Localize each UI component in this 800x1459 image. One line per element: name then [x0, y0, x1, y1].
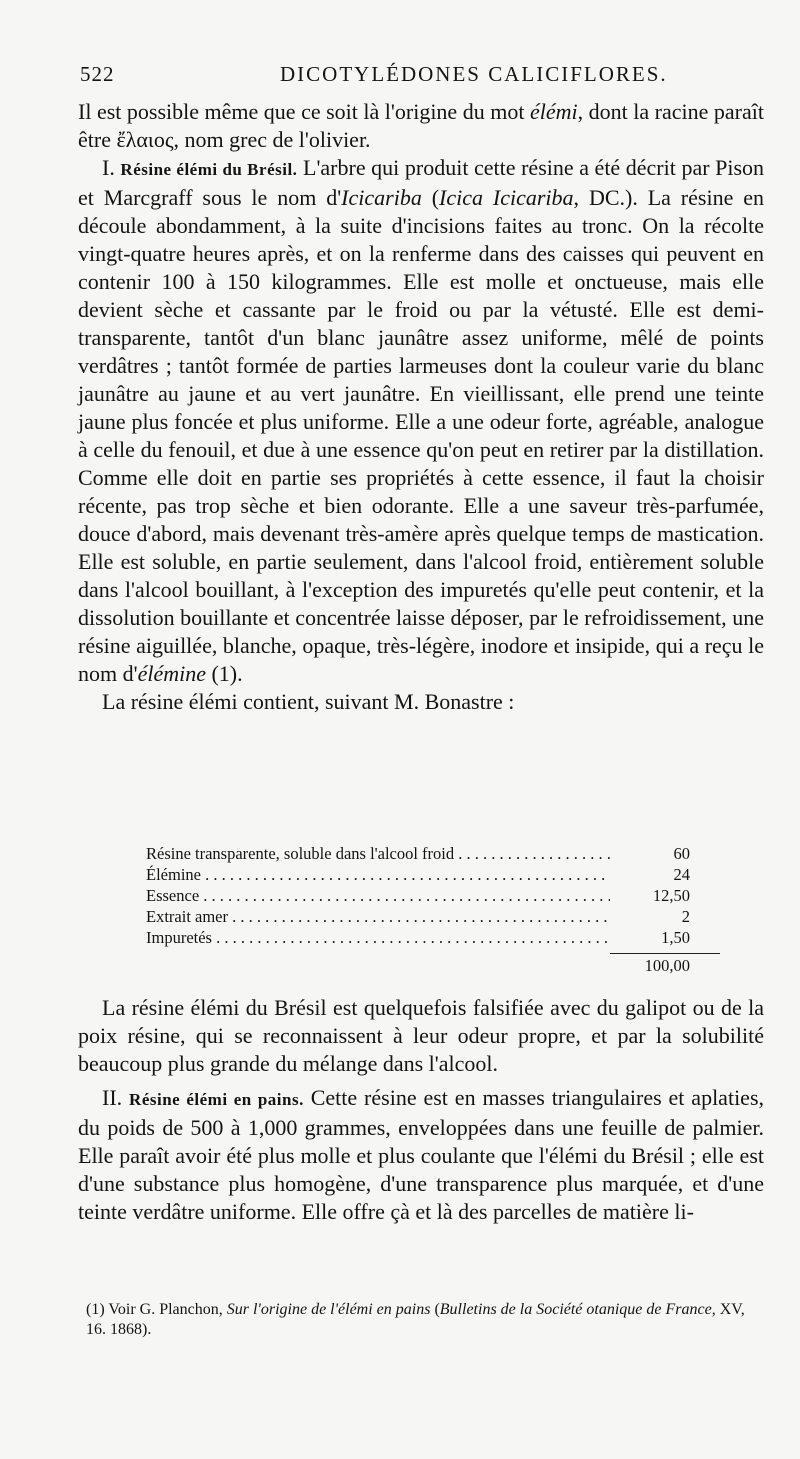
section-1-numeral: I.	[102, 155, 121, 180]
section-1-title: Résine élémi du Brésil.	[120, 160, 298, 179]
row-value: 1,50	[610, 927, 690, 948]
footnote-text: (	[430, 1301, 440, 1318]
row-label: Résine transparente, soluble dans l'alcool froid . . .	[146, 843, 621, 864]
table-row	[146, 864, 720, 885]
main-text	[78, 98, 764, 716]
composition-intro: La résine élémi contient, suivant M. Bonastre :	[102, 689, 515, 714]
section-1-text: L'arbre qui produit cette résine a été décrit par Pison et Marcgraff sous le nom d'	[78, 155, 765, 210]
footnote-italic: Sur l'origine de l'élémi en pains	[226, 1301, 431, 1318]
page-header	[80, 62, 760, 92]
falsification-paragraph: La résine élémi du Brésil est quelquefois falsifiée avec du galipot ou de la poix résine, qui se reconnaissent à leur odeur propre, et par la solubilité beaucoup plus grande du mélange dans l'alcool.	[78, 995, 764, 1076]
section-1-italic: Icica Icicariba	[439, 185, 574, 210]
table-total: 100,00	[644, 956, 690, 975]
section-2-numeral: II.	[102, 1085, 130, 1110]
table-row	[146, 927, 720, 948]
section-1-text: , DC.). La résine en découle abondamment, à la suite d'incisions faites au tronc. On la récolte vingt-quatre heures après, et on la renferme dans des caisses qui peuvent en contenir 100 à 150 kilogrammes. Elle est molle et onctueuse, mais elle devient sèche et cassante par le froid ou par la vétusté. Elle est demi-transparente, tantôt d'un blanc jaunâtre assez uniforme, mêlé de points verdâtres ; tantôt formée de parties larmeuses dont la couleur varie du blanc jaunâtre au jaune et au vert jaunâtre. En vieillissant, elle prend une teinte jaune plus foncée et plus uniforme. Elle a une odeur forte, agréable, analogue à celle du fenouil, et due à une essence qu'on peut en retirer par la distillation. Comme elle doit en partie ses propriétés à cette essence, il faut la choisir récente, pas trop sèche et bien odorante. Elle a une saveur très-parfumée, douce d'abord, mais devenant très-amère après quelque temps de mastication. Elle est soluble, en partie seulement, dans l'alcool froid, entièrement soluble dans l'alcool bouillant, à l'exception des impuretés qu'elle peut contenir, et la dissolution bouillante et concentrée laisse déposer, par le refroidissement, une résine aiguillée, blanche, opaque, très-légère, inodore et insipide, qui a reçu le nom d'	[78, 185, 764, 686]
table-row	[146, 885, 720, 906]
section-1-text: (	[421, 185, 440, 210]
section-2-text: Cette résine est en masses triangulaires et aplaties, du poids de 500 à 1,000 grammes, enveloppées dans une feuille de palmier. Elle paraît avoir été plus molle et plus coulante que l'élémi du Brésil ; elle est d'une substance plus homogène, d'une transparence plus marquée, et d'une teinte verdâtre uniforme. Elle offre çà et là des parcelles de matière li-	[78, 1085, 765, 1224]
row-value: 12,50	[610, 885, 690, 906]
row-label: Élémine . . .	[146, 864, 621, 885]
sum-rule	[610, 953, 720, 954]
intro-italic: élémi	[529, 99, 578, 124]
row-label: Impuretés . . .	[146, 927, 621, 948]
row-value: 60	[610, 843, 690, 864]
row-label: Essence . . .	[146, 885, 621, 906]
table-row	[146, 843, 720, 864]
section-1-italic: élémine	[137, 661, 206, 686]
footnote	[86, 1300, 762, 1340]
intro-text-end: , dont la racine paraît être ἔλαιος, nom grec de l'olivier.	[78, 99, 764, 152]
section-2-title: Résine élémi en pains.	[129, 1090, 304, 1109]
footnote-marker: (1)	[86, 1301, 109, 1318]
table-row	[146, 906, 720, 927]
section-1-paragraph	[78, 154, 764, 688]
running-title: DICOTYLÉDONES CALICIFLORES.	[280, 62, 668, 86]
intro-text: Il est possible même que ce soit là l'origine du mot	[78, 99, 530, 124]
footnote-text: Voir G. Planchon,	[108, 1301, 227, 1318]
footnote-italic: Bulletins de la Société otanique de France	[439, 1301, 712, 1318]
section-1-italic: Icicariba	[341, 185, 422, 210]
intro-paragraph	[78, 98, 764, 154]
composition-table	[146, 843, 720, 975]
row-value: 24	[610, 864, 690, 885]
page-number: 522	[80, 62, 115, 86]
row-value: 2	[610, 906, 690, 927]
section-1-text: (1).	[205, 661, 243, 686]
row-label: Extrait amer . . .	[146, 906, 621, 927]
footnote-text: , XV, 16. 1868).	[86, 1301, 745, 1338]
main-text-continued	[78, 994, 764, 1232]
section-2-paragraph	[78, 1084, 764, 1226]
